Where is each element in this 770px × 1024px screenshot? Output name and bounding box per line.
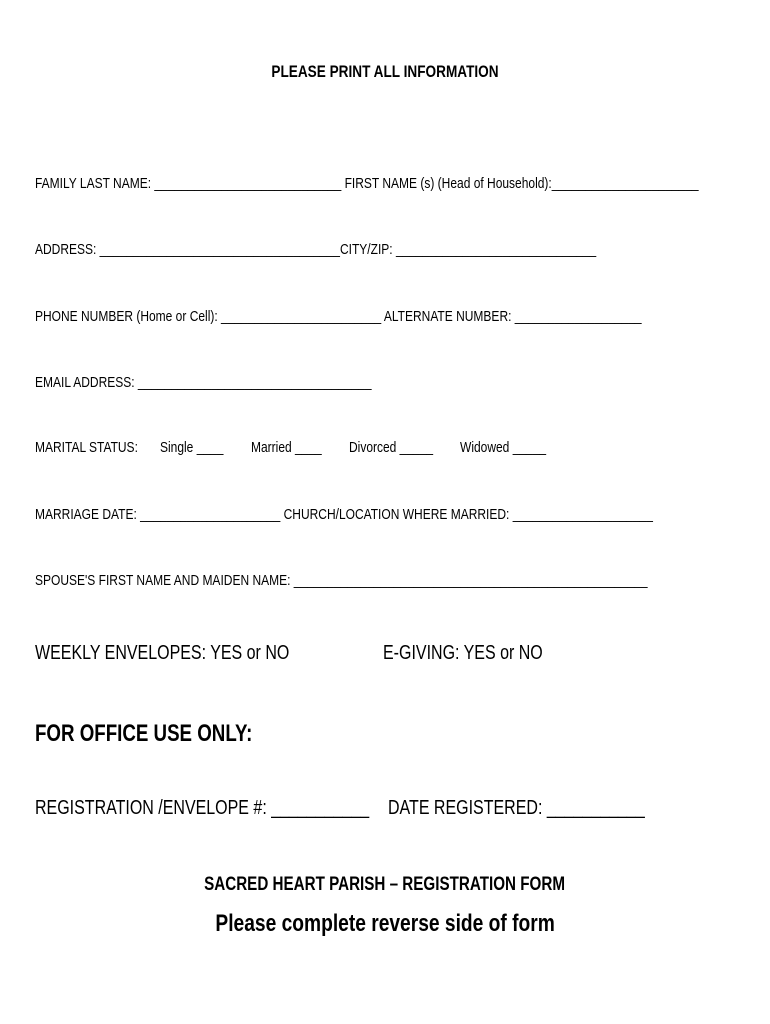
address-row[interactable]: ADDRESS: ____________________________________CITY/ZIP: ______________________________	[35, 241, 597, 258]
weekly-envelopes-row[interactable]: WEEKLY ENVELOPES: YES or NO	[35, 642, 290, 664]
date-registered-row[interactable]: DATE REGISTERED: ___________	[388, 797, 645, 819]
page-title: PLEASE PRINT ALL INFORMATION	[271, 62, 499, 81]
office-use-heading: FOR OFFICE USE ONLY:	[35, 720, 253, 747]
registration-envelope-row[interactable]: REGISTRATION /ENVELOPE #: ___________	[35, 797, 370, 819]
reverse-side-note: Please complete reverse side of form	[215, 910, 555, 937]
family-name-row[interactable]: FAMILY LAST NAME: ____________________________ FIRST NAME (s) (Head of Household):______________________	[35, 175, 699, 192]
marital-divorced-option[interactable]: Divorced _____	[349, 439, 434, 456]
marital-status-label: MARITAL STATUS:	[35, 439, 138, 456]
e-giving-row[interactable]: E-GIVING: YES or NO	[383, 642, 543, 664]
form-name: SACRED HEART PARISH – REGISTRATION FORM	[204, 874, 566, 895]
phone-row[interactable]: PHONE NUMBER (Home or Cell): ________________________ ALTERNATE NUMBER: ___________________	[35, 308, 642, 325]
marital-widowed-option[interactable]: Widowed _____	[460, 439, 547, 456]
spouse-name-row[interactable]: SPOUSE'S FIRST NAME AND MAIDEN NAME: _____________________________________________________	[35, 572, 648, 589]
marital-married-option[interactable]: Married ____	[251, 439, 322, 456]
marriage-date-row[interactable]: MARRIAGE DATE: _____________________ CHURCH/LOCATION WHERE MARRIED: _____________________	[35, 506, 653, 523]
marital-single-option[interactable]: Single ____	[160, 439, 224, 456]
email-row[interactable]: EMAIL ADDRESS: ___________________________________	[35, 374, 372, 391]
